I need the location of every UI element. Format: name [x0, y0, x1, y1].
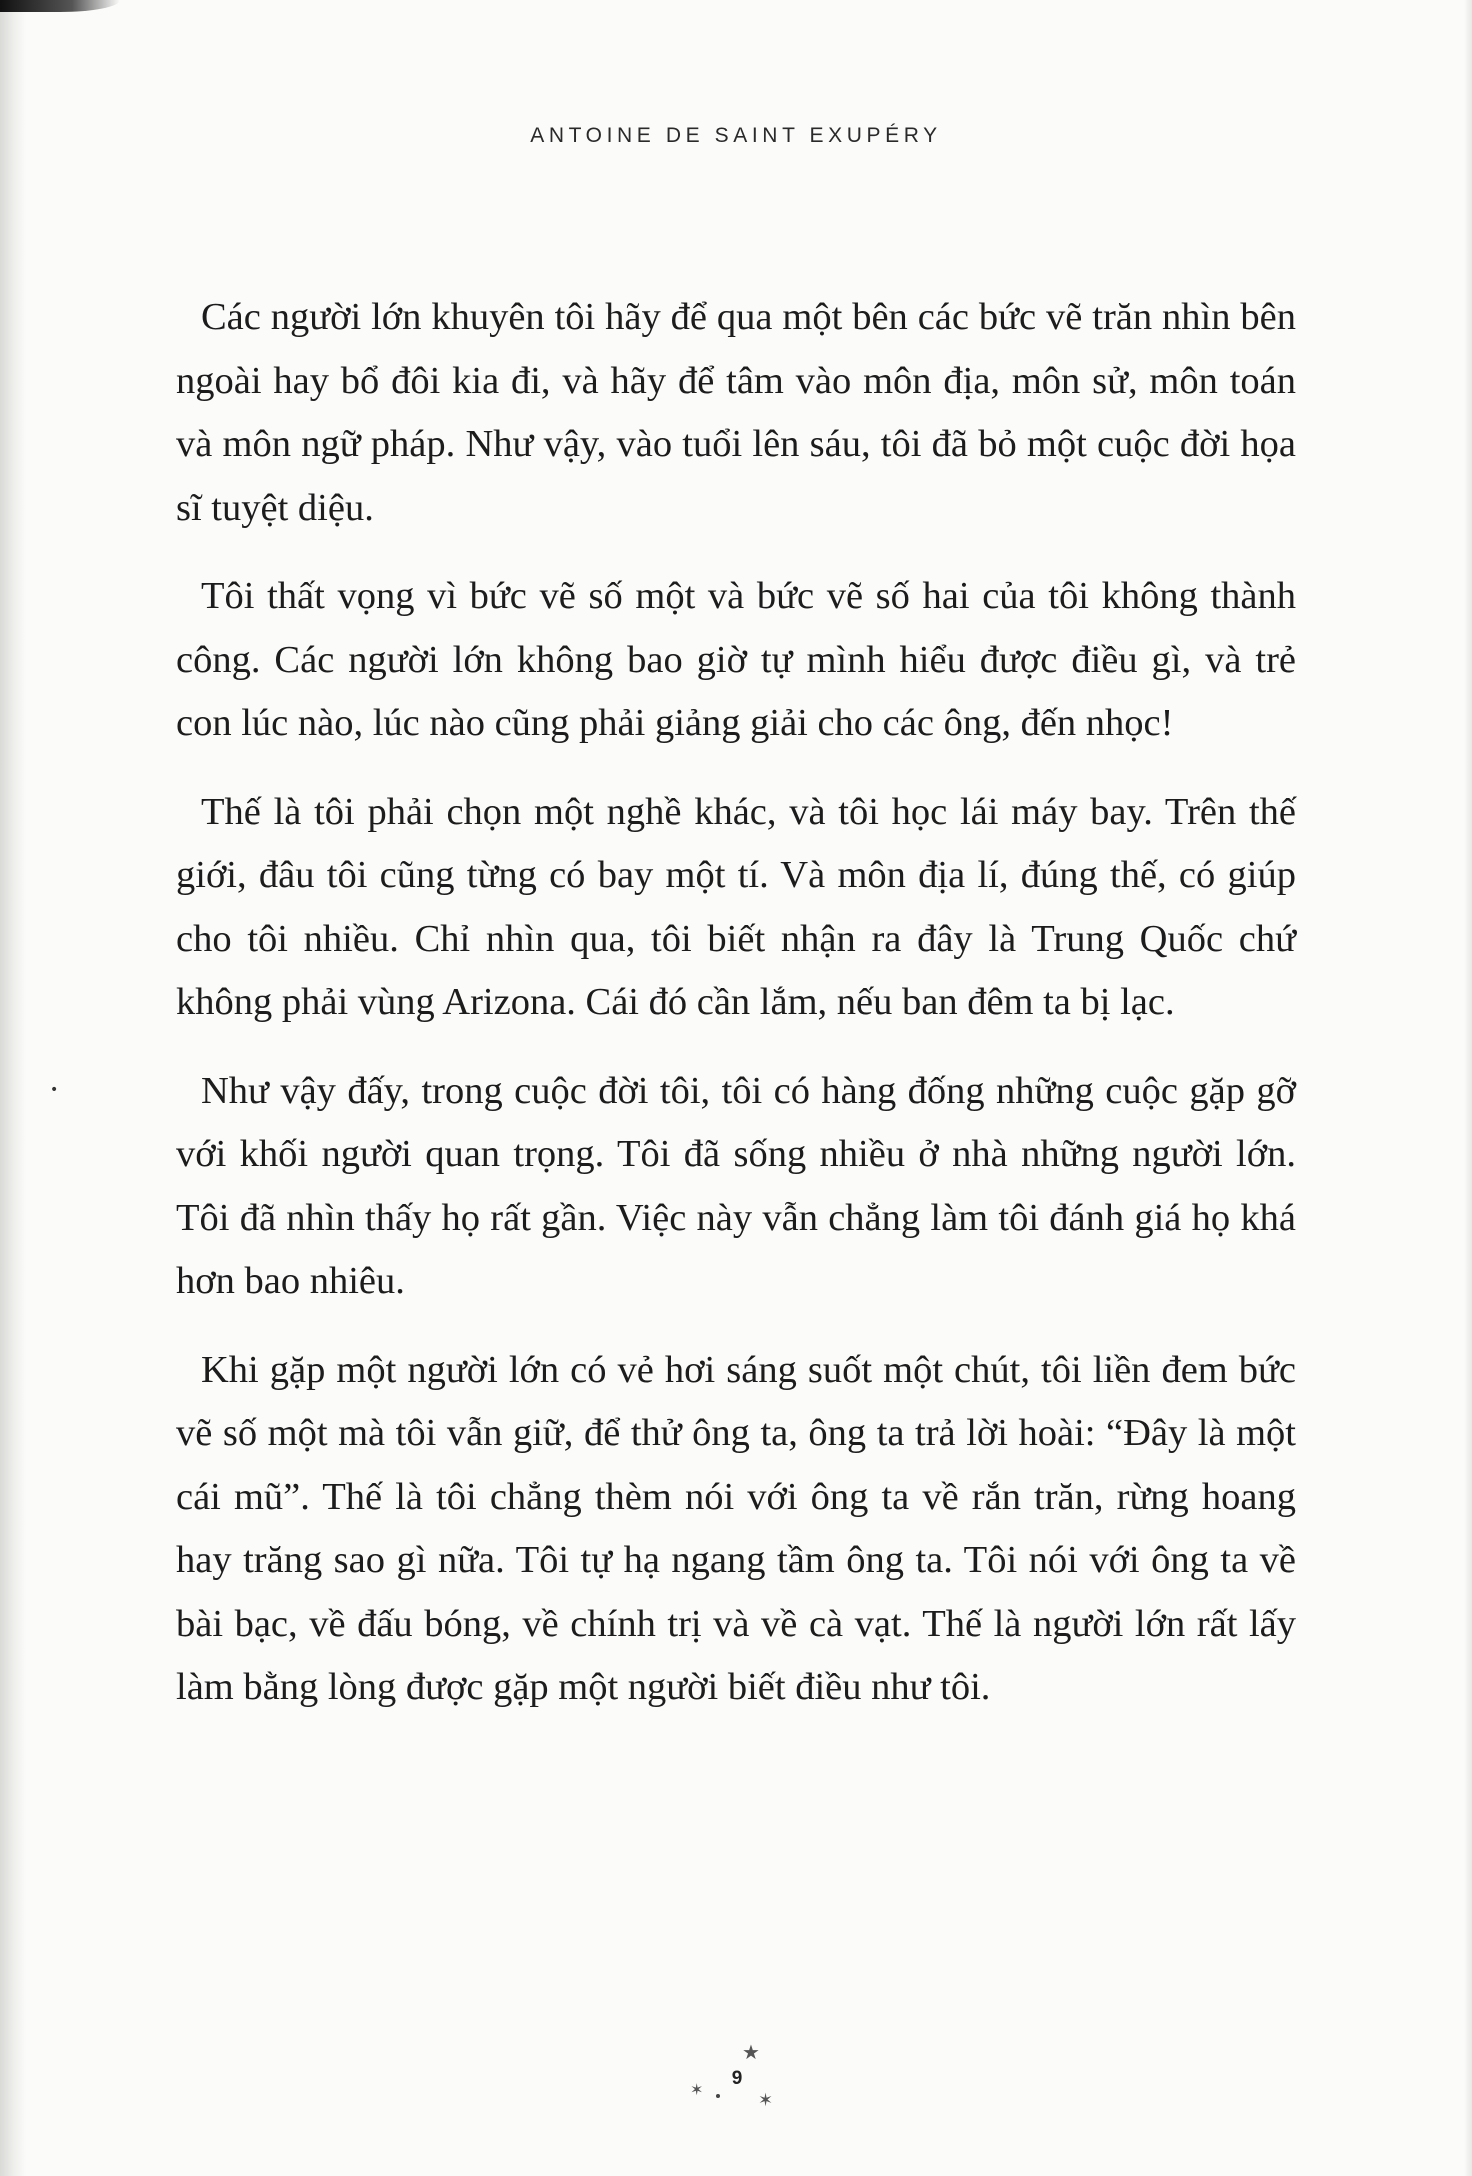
body-text [176, 286, 1296, 1745]
page-number: 9 [731, 2068, 743, 2089]
paragraph: Tôi thất vọng vì bức vẽ số một và bức vẽ số hai của tôi không thành công. Các người lớn không bao giờ tự mình hiểu được điều gì, và trẻ con lúc nào, lúc nào cũng phải giảng giải cho các ông, đến nhọc! [176, 575, 1296, 744]
star-icon: ✶ [758, 2090, 774, 2111]
star-icon: ✶ [690, 2080, 704, 2099]
running-head: ANTOINE DE SAINT EXUPÉRY [530, 124, 942, 147]
dot-ornament [716, 2094, 720, 2098]
scan-speck: • [50, 1082, 59, 1098]
paragraph: Thế là tôi phải chọn một nghề khác, và tôi học lái máy bay. Trên thế giới, đâu tôi cũng từng có bay một tí. Và môn địa lí, đúng thế, có giúp cho tôi nhiều. Chỉ nhìn qua, tôi biết nhận ra đây là Trung Quốc chứ không phải vùng Arizona. Cái đó cần lắm, nếu ban đêm ta bị lạc. [176, 790, 1296, 1023]
paragraph: Các người lớn khuyên tôi hãy để qua một bên các bức vẽ trăn nhìn bên ngoài hay bổ đôi kia đi, và hãy để tâm vào môn địa, môn sử, môn toán và môn ngữ pháp. Như vậy, vào tuổi lên sáu, tôi đã bỏ một cuộc đời họa sĩ tuyệt diệu. [176, 296, 1296, 529]
paragraph: Như vậy đấy, trong cuộc đời tôi, tôi có hàng đống những cuộc gặp gỡ với khối người quan trọng. Tôi đã sống nhiều ở nhà những người lớn. Tôi đã nhìn thấy họ rất gần. Việc này vẫn chẳng làm tôi đánh giá họ khá hơn bao nhiêu. [176, 1069, 1296, 1302]
page-footer [680, 2040, 790, 2120]
scan-shadow-left [0, 0, 26, 2176]
scan-shadow-right [1464, 0, 1472, 2176]
paragraph: Khi gặp một người lớn có vẻ hơi sáng suốt một chút, tôi liền đem bức vẽ số một mà tôi vẫn giữ, để thử ông ta, ông ta trả lời hoài: “Đây là một cái mũ”. Thế là tôi chẳng thèm nói với ông ta về rắn trăn, rừng hoang hay trăng sao gì nữa. Tôi tự hạ ngang tầm ông ta. Tôi nói với ông ta về bài bạc, về đấu bóng, về chính trị và về cà vạt. Thế là người lớn rất lấy làm bằng lòng được gặp một người biết điều như tôi. [176, 1348, 1296, 1708]
scan-corner-shadow [0, 0, 120, 12]
star-icon: ★ [742, 2040, 760, 2064]
